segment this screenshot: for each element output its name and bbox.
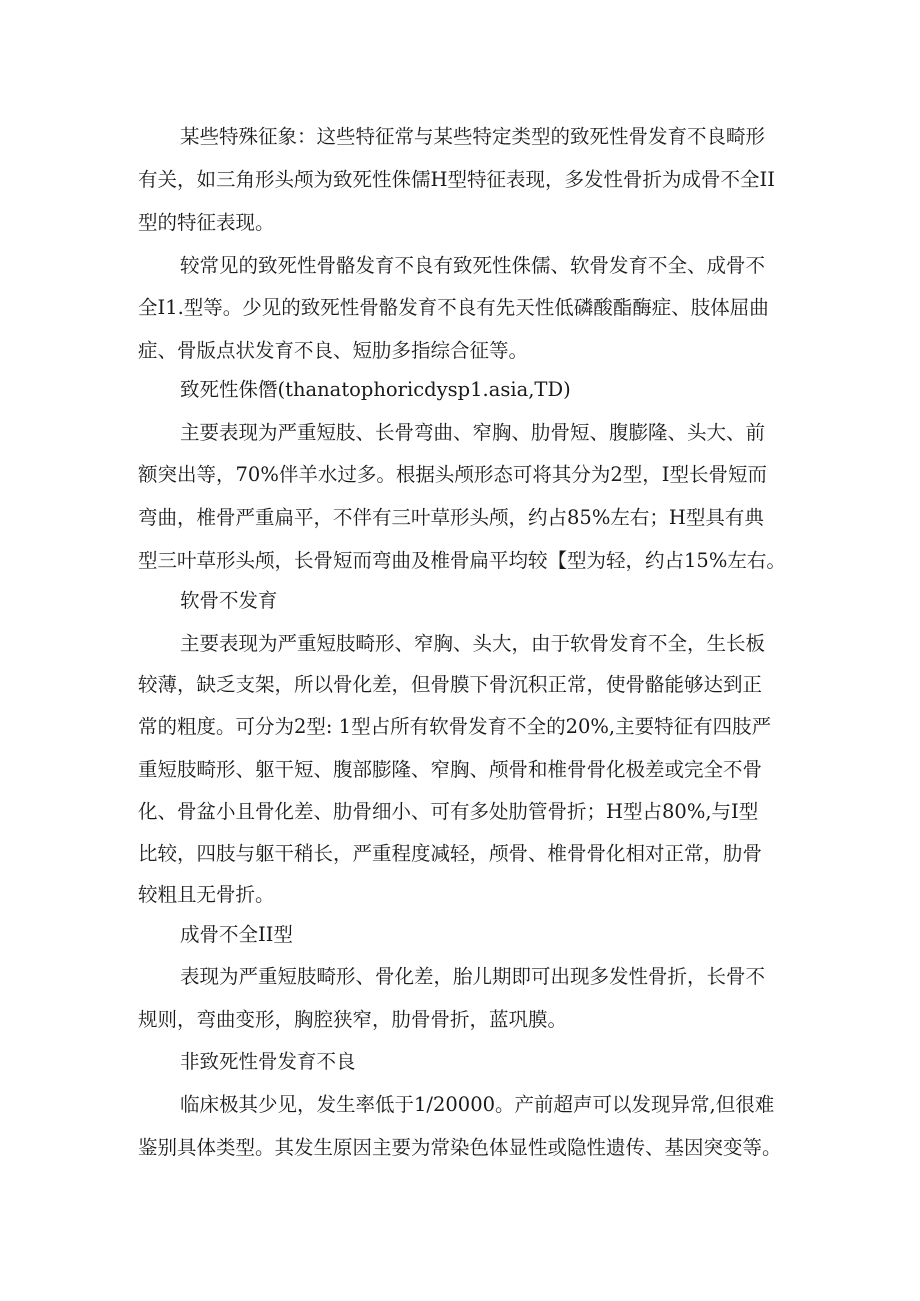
section-heading: 成骨不全II型 — [180, 923, 293, 946]
text-line: 型三叶草形头颅，长骨短而弯曲及椎骨扁平均较【型为轻，约占15%左右。 — [138, 549, 786, 572]
text-line: 规则，弯曲变形，胸腔狭窄，肋骨骨折，蓝巩膜。 — [138, 1008, 568, 1031]
text-line: 较粗且无骨折。 — [138, 883, 275, 906]
text-line: 弯曲，椎骨严重扁平，不伴有三叶草形头颅，约占85%左右；H型具有典 — [138, 506, 764, 529]
text-line: 主要表现为严重短肢、长骨弯曲、窄胸、肋骨短、腹膨隆、头大、前 — [180, 421, 766, 444]
text-line: 有关，如三角形头颅为致死性侏儒H型特征表现，多发性骨折为成骨不全II — [138, 168, 775, 191]
text-line: 全I1.型等。少见的致死性骨骼发育不良有先天性低磷酸酯酶症、肢体屈曲 — [138, 296, 769, 319]
text-line: 型的特征表现。 — [138, 211, 275, 234]
text-line: 某些特殊征象：这些特征常与某些特定类型的致死性骨发育不良畸形 — [180, 125, 766, 148]
text-line: 表现为严重短肢畸形、骨化差，胎儿期即可出现多发性骨折，长骨不 — [180, 965, 766, 988]
text-line: 较薄，缺乏支架，所以骨化差，但骨膜下骨沉积正常，使骨骼能够达到正 — [138, 673, 763, 696]
text-line: 较常见的致死性骨骼发育不良有致死性侏儒、软骨发育不全、成骨不 — [180, 254, 766, 277]
text-line: 比较，四肢与躯干稍长，严重程度减轻，颅骨、椎骨骨化相对正常，肋骨 — [138, 842, 763, 865]
section-heading: 非致死性骨发育不良 — [180, 1050, 356, 1073]
section-heading: 致死性侏僭(thanatophoricdysp1.asia,TD) — [180, 378, 571, 401]
text-line: 临床极其少见，发生率低于1/20000。产前超声可以发现异常,但很难 — [180, 1093, 775, 1116]
text-line: 鉴别具体类型。其发生原因主要为常染色体显性或隐性遗传、基因突变等。 — [138, 1136, 782, 1159]
text-line: 额突出等，70%伴羊水过多。根据头颅形态可将其分为2型，I型长骨短而 — [138, 463, 767, 486]
section-heading: 软骨不发育 — [180, 589, 278, 612]
text-line: 主要表现为严重短肢畸形、窄胸、头大，由于软骨发育不全，生长板 — [180, 632, 766, 655]
text-line: 症、骨版点状发育不良、短肋多指综合征等。 — [138, 339, 529, 362]
text-line: 化、骨盆小且骨化差、肋骨细小、可有多处肋管骨折；H型占80%,与I型 — [138, 800, 759, 823]
text-line: 重短肢畸形、躯干短、腹部膨隆、窄胸、颅骨和椎骨骨化极差或完全不骨 — [138, 758, 763, 781]
text-line: 常的粗度。可分为2型: 1型占所有软骨发育不全的20%,主要特征有四肢严 — [138, 715, 772, 738]
